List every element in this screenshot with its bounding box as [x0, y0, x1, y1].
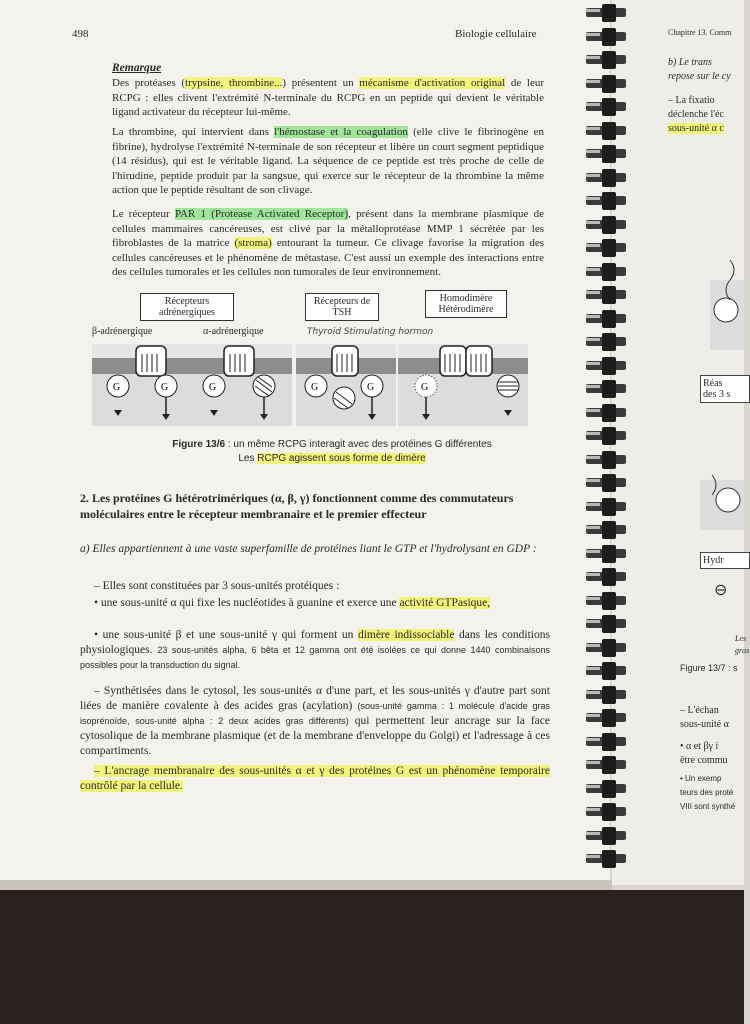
- right-line: • α et βγ i: [680, 741, 719, 752]
- remarque-paragraph-2: La thrombine, qui intervient dans l'hémostase et la coagulation (elle clive le fibrinogène en fibrine), hydrolyse l'extrémité N-terminale de son récepteur et libère un court segment peptidique (14 résidus), qui est le véritable ligand. La séquence de ce peptide est très proche de celle de l'hirudine, peptide produit par la sangsue, qui exerce sur le récepteur de la thrombine la même action que le peptide résultant de son clivage.: [112, 126, 544, 197]
- right-line: – L'échan: [680, 705, 719, 716]
- spiral-ring: [586, 662, 626, 680]
- g-protein-label: G: [113, 382, 121, 393]
- right-highlight: sous-unité α c: [668, 123, 724, 134]
- highlight: dimère indissociable: [357, 629, 455, 641]
- minus-circle-icon: ⊖: [714, 582, 728, 599]
- highlight: (stroma): [234, 237, 272, 250]
- spiral-ring: [586, 427, 626, 445]
- spiral-ring: [586, 263, 626, 281]
- spiral-ring: [586, 145, 626, 163]
- figure-caption-line2: Les RCPG agissent sous forme de dimère: [238, 453, 426, 464]
- diagram-alpha-adrenergic: [192, 344, 292, 426]
- spiral-ring: [586, 192, 626, 210]
- spiral-ring: [586, 28, 626, 46]
- spiral-ring: [586, 239, 626, 257]
- highlight: mécanisme d'activation original: [359, 77, 506, 89]
- highlight: activité GTPasique,: [399, 597, 491, 609]
- section-heading: 2. Les protéines G hétérotrimériques (α, β, γ) fonctionnent comme des commutateurs moléculaires entre le récepteur membranaire et le premier effecteur: [80, 491, 514, 521]
- spiral-ring: [586, 333, 626, 351]
- right-box-reas: Réas des 3 s: [700, 375, 750, 403]
- remarque-paragraph-1: Des protéases (trypsine, thrombine...) présentent un mécanisme d'activation original de leur RCPG : elles clivent l'extrémité N-terminale du RCPG en un peptide qui devient le véritable ligand activateur du récepteur lui-même.: [112, 77, 545, 119]
- right-line: • Un exemp: [680, 774, 722, 783]
- spiral-ring: [586, 98, 626, 116]
- spiral-ring: [586, 474, 626, 492]
- intro-paragraph: a) Elles appartiennent à une vaste superfamille de protéines liant le GTP et l'hydrolysant en GDP :: [80, 543, 537, 555]
- box-adrenergic-receptors: Récepteurs adrénergiques: [140, 293, 234, 321]
- g-protein-label: G: [209, 382, 217, 393]
- g-protein-label: G: [421, 382, 429, 393]
- spiral-ring: [586, 592, 626, 610]
- spiral-ring: [586, 756, 626, 774]
- diagram-tsh-receptor: [296, 344, 396, 426]
- spiral-ring: [586, 122, 626, 140]
- spiral-ring: [586, 521, 626, 539]
- paragraph-constituees: – Elles sont constituées par 3 sous-unités protéiques :: [94, 580, 340, 592]
- spiral-ring: [586, 75, 626, 93]
- spiral-binding: [578, 0, 648, 885]
- spiral-ring: [586, 380, 626, 398]
- paragraph-alpha: • une sous-unité α qui fixe les nucléotides à guanine et exerce une activité GTPasique,: [94, 597, 491, 609]
- spiral-ring: [586, 357, 626, 375]
- right-figure-mid: [700, 450, 744, 540]
- spiral-ring: [586, 639, 626, 657]
- spiral-ring: [586, 286, 626, 304]
- figure-caption: Figure 13/6 : un même RCPG interagit avec des protéines G différentes: [172, 439, 492, 450]
- right-line: – La fixatio: [668, 95, 715, 106]
- right-line: être commu: [680, 755, 728, 766]
- right-small: gras: [735, 646, 750, 655]
- diagram-beta-adrenergic: [92, 344, 192, 426]
- box-dimer: Homodimère Hétérodimère: [425, 290, 507, 318]
- spiral-ring: [586, 498, 626, 516]
- highlight: – L'ancrage membranaire des sous-unités α et γ des protéines G est un phénomène temporaire contrôlé par la cellule.: [80, 765, 550, 792]
- paragraph-beta-gamma: • une sous-unité β et une sous-unité γ qui forment un dimère indissociable dans les conditions physiologiques. 23 sous-unités alpha, 6 bêta et 12 gamma ont été isolées ce qui donne 1440 combinaisons possibles pour la transduction du signal.: [80, 629, 551, 670]
- right-line: déclenche l'éc: [668, 109, 724, 120]
- spiral-ring: [586, 545, 626, 563]
- spiral-ring: [586, 404, 626, 422]
- diagram-dimer: [398, 344, 528, 426]
- remarque-paragraph-3: Le récepteur PAR 1 (Protease Activated Receptor), présent dans la membrane plasmique de cellules mammaires cancéreuses, est clivé par la métalloprotéase MMP 1 sécrétée par les fibroblastes de la matrice (stroma) entourant la tumeur. Ce clivage favorise la migration des cellules cancéreuses et le phénomène de métastase. C'est aussi un exemple des interactions entre des cellules tumorales et les cellules non tumorales de leur environnement.: [112, 208, 544, 279]
- g-protein-label: G: [161, 382, 169, 393]
- spiral-ring: [586, 803, 626, 821]
- right-line: [668, 122, 724, 135]
- remarque-heading: Remarque: [112, 62, 162, 74]
- highlight: PAR 1 (Protease Activated Receptor): [174, 208, 349, 220]
- right-fig-caption: Figure 13/7 : s: [680, 663, 738, 673]
- g-protein-label: G: [367, 382, 375, 393]
- paragraph-ancrage: [80, 764, 550, 794]
- right-box-hydr: Hydr: [700, 552, 750, 569]
- right-line: sous-unité α: [680, 719, 729, 730]
- highlight: RCPG agissent sous forme de dimère: [257, 453, 426, 464]
- label-beta-adrenergic: β-adrénergique: [92, 326, 153, 337]
- g-protein-label: G: [311, 382, 319, 393]
- page-number: 498: [72, 28, 89, 40]
- box-tsh-receptors: Récepteurs de TSH: [305, 293, 379, 321]
- right-line: b) Le trans: [668, 57, 712, 68]
- spiral-ring: [586, 169, 626, 187]
- spiral-ring: [586, 51, 626, 69]
- spiral-ring: [586, 780, 626, 798]
- paragraph-synthese: – Synthétisées dans le cytosol, les sous-unités α d'une part, et les sous-unités γ d'autre part sont liées de manière covalente à des acides gras (acylation) (sous-unité gamma : 1 molécule d'acide gras isoprénoïde, sous-unité alpha : 2 deux acides gras différents) qui permettent leur ancrage sur la face cytosolique de la membrane plasmique (et de la membrane d'enveloppe du Golgi) et l'adressage à ces compartiments.: [80, 685, 550, 757]
- spiral-ring: [586, 709, 626, 727]
- table-surface: [0, 890, 744, 1024]
- spiral-ring: [586, 568, 626, 586]
- label-alpha-adrenergic: α-adrénergique: [203, 326, 264, 337]
- spiral-ring: [586, 216, 626, 234]
- right-line: VIII sont synthé: [680, 802, 736, 811]
- highlight: l'hémostase et la coagulation: [274, 126, 408, 138]
- right-header: Chapitre 13. Comm: [668, 28, 732, 37]
- right-figure-top: [700, 250, 744, 350]
- spiral-ring: [586, 310, 626, 328]
- handwritten-note: Thyroid Stimulating hormon: [307, 327, 434, 337]
- highlight: trypsine, thrombine...: [185, 77, 283, 89]
- right-line: teurs des proté: [680, 788, 734, 797]
- spiral-ring: [586, 686, 626, 704]
- spiral-ring: [586, 850, 626, 868]
- right-small: Les: [735, 634, 747, 643]
- spiral-ring: [586, 827, 626, 845]
- spiral-ring: [586, 4, 626, 22]
- spiral-ring: [586, 733, 626, 751]
- right-line: repose sur le cy: [668, 71, 731, 82]
- spiral-ring: [586, 615, 626, 633]
- running-title: Biologie cellulaire: [455, 28, 537, 40]
- spiral-ring: [586, 451, 626, 469]
